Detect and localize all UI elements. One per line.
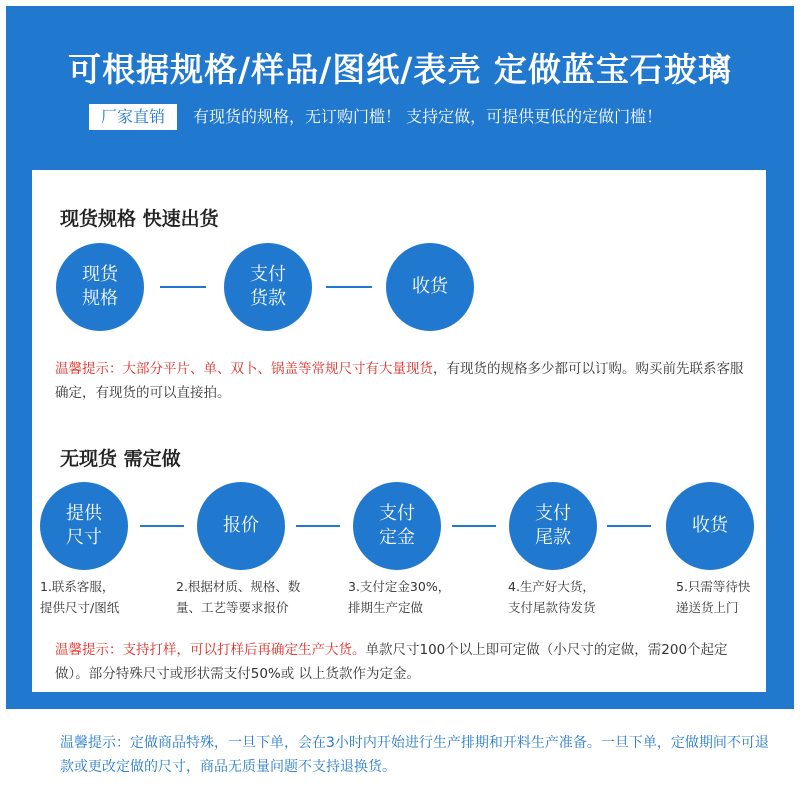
step-connector xyxy=(160,286,206,288)
stock-step-label: 现货 规格 xyxy=(82,264,118,309)
custom-step-label: 报价 xyxy=(223,515,259,536)
caption-line: 支付尾款待发货 xyxy=(508,600,596,615)
step-connector xyxy=(140,525,184,527)
stock-tip xyxy=(55,357,755,405)
caption-line: 5.只需等待快 xyxy=(676,579,751,594)
footer-notice: 温馨提示：定做商品特殊，一旦下单，会在3小时内开始进行生产排期和开料生产准备。一旦下单，定做期间不可退款或更改定做的尺寸，商品无质量问题不支持退换货。 xyxy=(60,735,769,775)
custom-step-caption xyxy=(348,576,450,618)
custom-step-label: 提供 尺寸 xyxy=(66,503,102,548)
stock-section-title: 现货规格 快速出货 xyxy=(60,208,219,230)
caption-line: 3.支付定金30%， xyxy=(348,579,451,594)
custom-step-caption xyxy=(40,576,119,618)
custom-step-deposit xyxy=(353,482,441,570)
stock-step-spec xyxy=(56,243,144,331)
custom-step-size xyxy=(40,482,128,570)
custom-step-label: 收货 xyxy=(692,515,728,536)
custom-step-caption xyxy=(508,576,596,618)
caption-line: 提供尺寸/图纸 xyxy=(40,600,120,615)
stock-step-pay xyxy=(224,243,312,331)
caption-line: 2.根据材质、规格、数 xyxy=(176,579,301,594)
custom-step-caption xyxy=(676,576,750,618)
custom-step-caption xyxy=(176,576,300,618)
header-slogan: 有现货的规格，无订购门槛！ 支持定做，可提供更低的定做门槛！ xyxy=(193,107,663,126)
custom-tip-text: 单款尺寸100个以上即可定做（小尺寸的定做，需200个起定做）。部分特殊尺寸或形状需支付50%或 以上货款作为定金。 xyxy=(55,642,728,682)
stock-step-label: 收货 xyxy=(412,276,448,297)
stock-step-label: 支付 货款 xyxy=(250,264,286,309)
custom-step-balance xyxy=(509,482,597,570)
page-headline: 可根据规格/样品/图纸/表壳 定做蓝宝石玻璃 xyxy=(68,50,732,89)
caption-line: 排期生产定做 xyxy=(348,600,424,615)
stock-step-receive xyxy=(386,243,474,331)
custom-step-receive xyxy=(666,482,754,570)
step-connector xyxy=(452,525,496,527)
step-connector xyxy=(607,525,651,527)
custom-section-title: 无现货 需定做 xyxy=(60,448,181,470)
custom-step-label: 支付 尾款 xyxy=(535,503,571,548)
custom-tip-highlight: 温馨提示：支持打样，可以打样后再确定生产大货。 xyxy=(55,642,366,658)
step-connector xyxy=(296,525,340,527)
caption-line: 4.生产好大货， xyxy=(508,579,595,594)
caption-line: 递送货上门 xyxy=(676,600,739,615)
stock-tip-text: ，有现货的规格多少都可以订购。购买前先联系客服确定，有现货的可以直接拍。 xyxy=(55,361,744,401)
factory-direct-tag: 厂家直销 xyxy=(89,104,177,130)
custom-step-label: 支付 定金 xyxy=(379,503,415,548)
caption-line: 1.联系客服， xyxy=(40,579,115,594)
custom-step-quote xyxy=(197,482,285,570)
stock-tip-highlight: 温馨提示：大部分平片、单、双卜、锅盖等常规尺寸有大量现货 xyxy=(55,361,433,377)
caption-line: 量、工艺等要求报价 xyxy=(176,600,289,615)
custom-tip xyxy=(55,638,760,686)
step-connector xyxy=(326,286,372,288)
